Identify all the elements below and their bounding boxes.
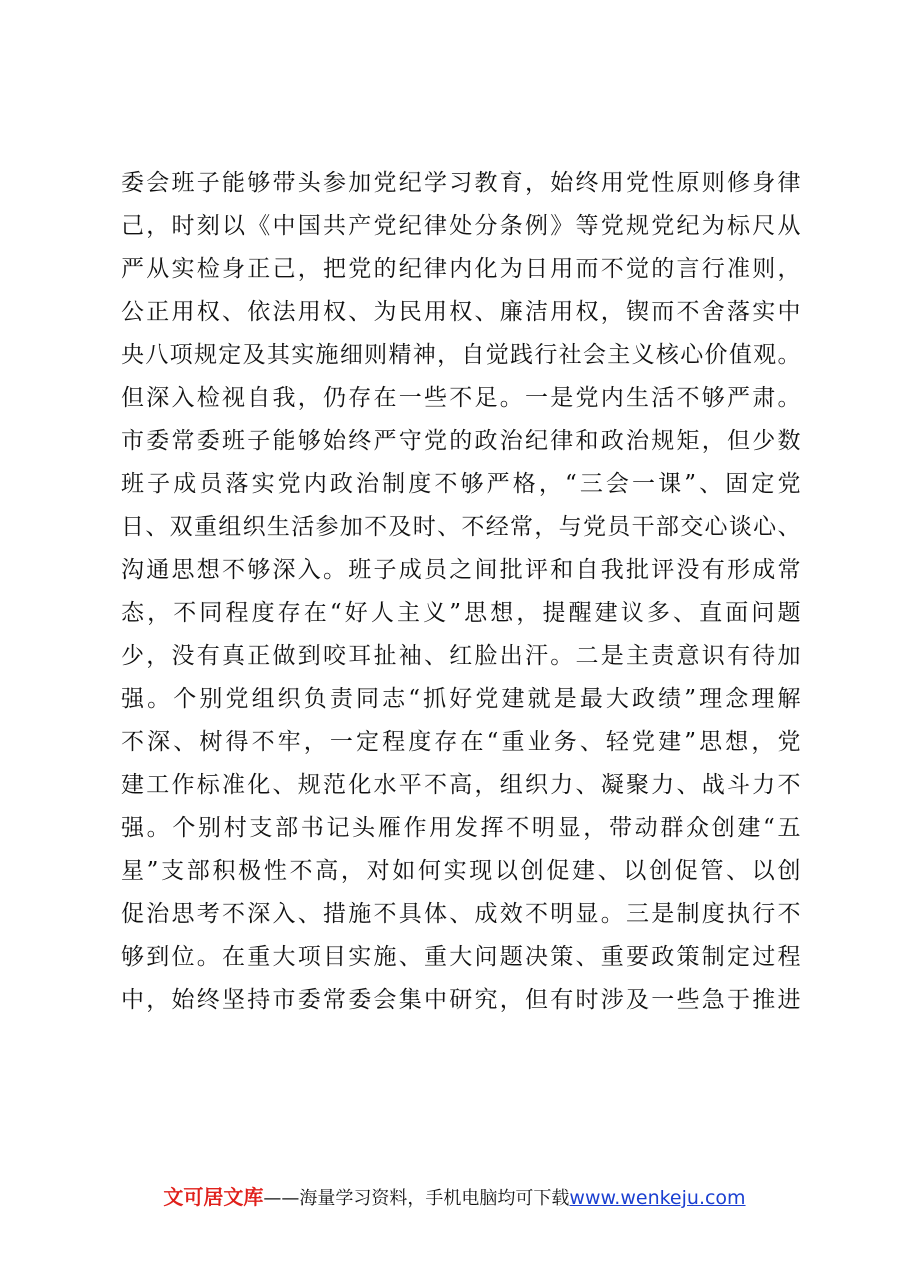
text-line: 强。个别村支部书记头雁作用发挥不明显，带动群众创建“五 (121, 815, 801, 841)
document-body (121, 162, 801, 1022)
text-line: 己，时刻以《中国共产党纪律处分条例》等党规党纪为标尺从 (121, 213, 801, 239)
text-line: 中，始终坚持市委常委会集中研究，但有时涉及一些急于推进 (121, 987, 801, 1013)
text-line: 委会班子能够带头参加党纪学习教育，始终用党性原则修身律 (121, 170, 801, 196)
text-line: 态，不同程度存在“好人主义”思想，提醒建议多、直面问题 (121, 600, 801, 626)
text-line: 沟通思想不够深入。班子成员之间批评和自我批评没有形成常 (121, 557, 801, 583)
text-line: 市委常委班子能够始终严守党的政治纪律和政治规矩，但少数 (121, 428, 801, 454)
text-line: 建工作标准化、规范化水平不高，组织力、凝聚力、战斗力不 (121, 772, 801, 798)
text-line: 公正用权、依法用权、为民用权、廉洁用权，锲而不舍落实中 (121, 299, 801, 325)
footer-tagline: ——海量学习资料，手机电脑均可下载 (263, 1188, 570, 1209)
website-link[interactable]: www.wenkeju.com (569, 1187, 746, 1209)
text-line: 星”支部积极性不高，对如何实现以创促建、以创促管、以创 (121, 858, 801, 884)
footer-banner (0, 1184, 909, 1212)
text-line: 严从实检身正己，把党的纪律内化为日用而不觉的言行准则， (121, 256, 801, 282)
text-line: 但深入检视自我，仍存在一些不足。一是党内生活不够严肃。 (121, 385, 801, 411)
text-line: 央八项规定及其实施细则精神，自觉践行社会主义核心价值观。 (121, 342, 801, 368)
brand-name: 文可居文库 (163, 1185, 264, 1209)
text-line: 够到位。在重大项目实施、重大问题决策、重要政策制定过程 (121, 944, 801, 970)
text-line: 日、双重组织生活参加不及时、不经常，与党员干部交心谈心、 (121, 514, 801, 540)
text-line: 强。个别党组织负责同志“抓好党建就是最大政绩”理念理解 (121, 686, 801, 712)
text-line: 少，没有真正做到咬耳扯袖、红脸出汗。二是主责意识有待加 (121, 643, 801, 669)
text-line: 班子成员落实党内政治制度不够严格，“三会一课”、固定党 (121, 471, 801, 497)
text-line: 不深、树得不牢，一定程度存在“重业务、轻党建”思想，党 (121, 729, 801, 755)
text-line: 促治思考不深入、措施不具体、成效不明显。三是制度执行不 (121, 901, 801, 927)
